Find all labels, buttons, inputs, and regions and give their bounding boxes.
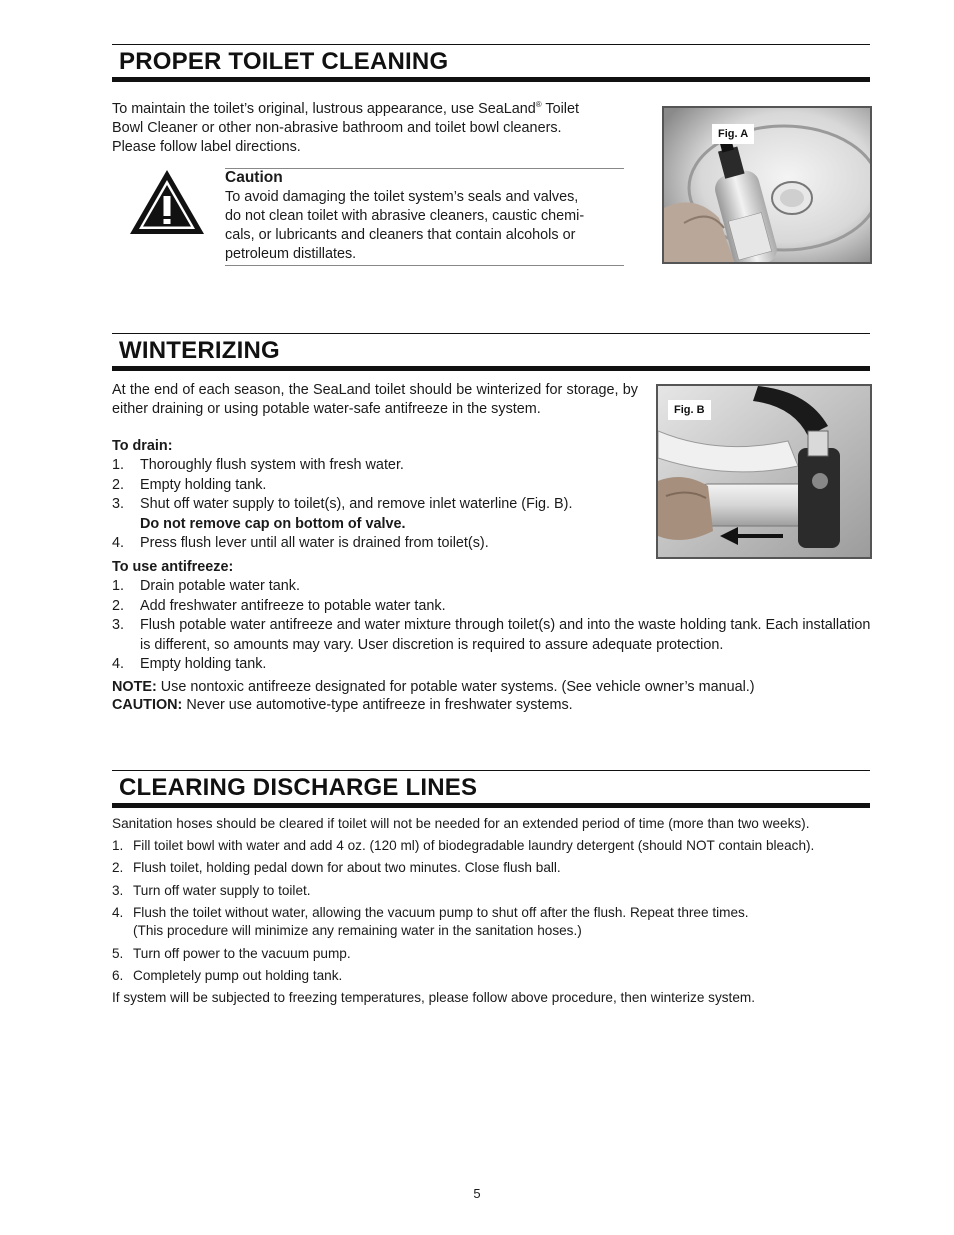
list-item: 1. Fill toilet bowl with water and add 4 oz. (120 ml) of biodegradable laundry detergent (should NOT contain bleach).	[112, 838, 815, 853]
list-item: 6. Completely pump out holding tank.	[112, 967, 343, 983]
discharge-outro: If system will be subjected to freezing temperatures, please follow above procedure, then winterize system.	[112, 990, 755, 1005]
winterizing-intro: At the end of each season, the SeaLand toilet should be winterized for storage, by either draining or using potable water-safe antifreeze in the system.	[112, 382, 638, 417]
list-item: 4. Press flush lever until all water is drained from toilet(s).	[112, 535, 489, 551]
caution-box: Caution To avoid damaging the toilet system’s seals and valves, do not clean toilet with abrasive cleaners, caustic chemi- cals, or lubricants and cleaners that contain alcohols or petroleum distillates.	[225, 168, 635, 264]
caution-title: Caution	[225, 169, 283, 186]
cleaning-intro: To maintain the toilet’s original, lustrous appearance, use SeaLand® Toilet Bowl Cleaner or other non-abrasive bathroom and toilet bowl cleaners. Please follow label directions.	[112, 100, 579, 155]
drain-heading: To drain:	[112, 438, 173, 454]
warning-icon	[127, 167, 207, 237]
list-item: 4. Flush the toilet without water, allowing the vacuum pump to shut off after the flush. Repeat three times. (This procedure will minimize any remaining water in the sanitation hoses.)	[112, 905, 749, 939]
section-header-winterizing	[112, 333, 870, 371]
antifreeze-note: NOTE: Use nontoxic antifreeze designated for potable water systems. (See vehicle owner’s manual.)	[112, 679, 755, 695]
figure-a-label: Fig. A	[712, 124, 754, 144]
antifreeze-heading: To use antifreeze:	[112, 559, 234, 575]
section-title: WINTERIZING	[119, 337, 280, 364]
section-header-cleaning	[112, 44, 870, 82]
list-item: 3. Turn off water supply to toilet.	[112, 882, 311, 898]
section-title: CLEARING DISCHARGE LINES	[119, 774, 478, 801]
page-number: 5	[473, 1186, 481, 1201]
section-header-discharge	[112, 770, 870, 808]
list-item: 3. Shut off water supply to toilet(s), and remove inlet waterline (Fig. B). Do not remove cap on bottom of valve.	[112, 496, 573, 532]
list-item: 4. Empty holding tank.	[112, 656, 267, 672]
list-item: 1. Thoroughly flush system with fresh water.	[112, 457, 404, 473]
figure-a-photo	[662, 106, 872, 264]
antifreeze-caution: CAUTION: Never use automotive-type antifreeze in freshwater systems.	[112, 697, 573, 713]
list-item: 1. Drain potable water tank.	[112, 578, 300, 594]
list-item: 2. Empty holding tank.	[112, 476, 267, 493]
caution-rule-bottom	[225, 265, 624, 266]
discharge-steps	[112, 837, 892, 989]
discharge-intro: Sanitation hoses should be cleared if toilet will not be needed for an extended period of time (more than two weeks).	[112, 816, 810, 831]
list-item: 2. Flush toilet, holding pedal down for about two minutes. Close flush ball.	[112, 860, 561, 876]
drain-steps	[112, 456, 652, 554]
valve-cap-warning: Do not remove cap on bottom of valve.	[140, 515, 406, 532]
figure-b-photo	[656, 384, 872, 559]
section-title: PROPER TOILET CLEANING	[119, 48, 449, 75]
list-item: 5. Turn off power to the vacuum pump.	[112, 945, 351, 961]
antifreeze-steps	[112, 577, 872, 675]
figure-b-label: Fig. B	[668, 400, 711, 420]
list-item: 2. Add freshwater antifreeze to potable water tank.	[112, 597, 446, 614]
list-item: 3. Flush potable water antifreeze and water mixture through toilet(s) and into the waste holding tank. Each installation is different, so amounts may vary. User discretion is required to assure adequate protection.	[112, 617, 871, 653]
